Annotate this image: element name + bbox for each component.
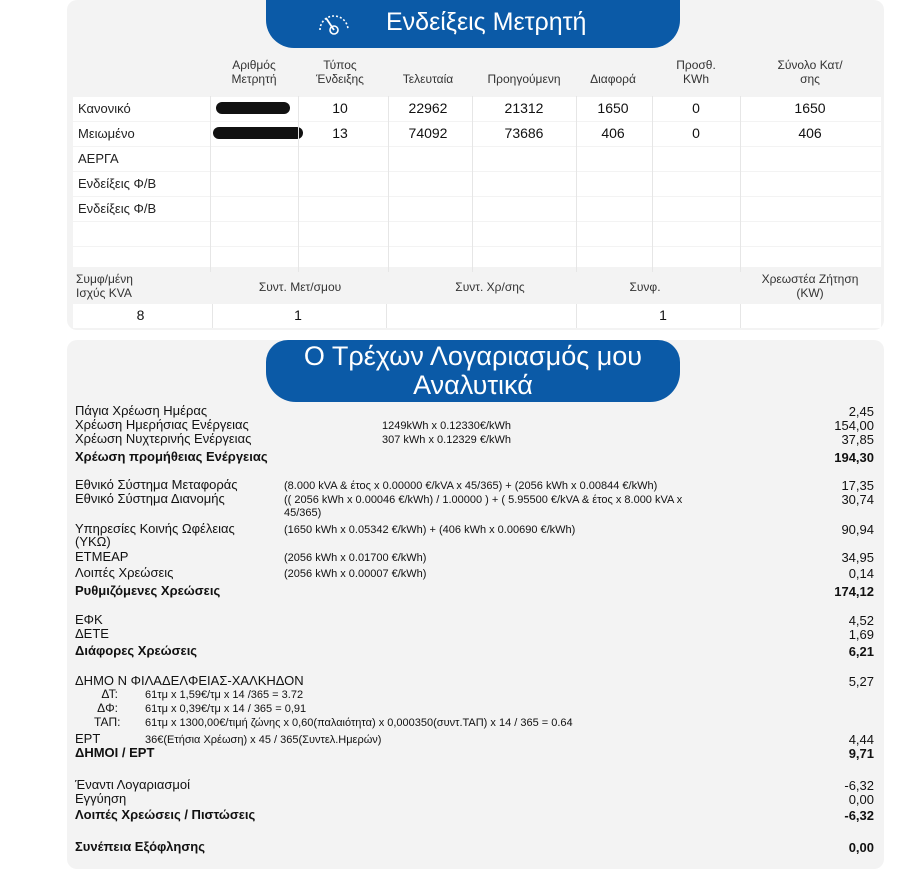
other-item-label: Εγγύηση xyxy=(75,791,127,806)
reading-total: 406 xyxy=(798,125,822,141)
meter-row-empty xyxy=(73,222,881,246)
misc-item-amount: 1,69 xyxy=(848,627,874,642)
meter-row-empty xyxy=(73,247,881,267)
col-additional-kwh: Προσθ. KWh xyxy=(676,58,716,86)
supply-item-amount: 37,85 xyxy=(841,432,874,447)
col-usage-coefficient: Συντ. Χρ/σης xyxy=(455,280,525,294)
column-divider xyxy=(210,96,211,272)
regulated-item-amount: 0,14 xyxy=(848,566,874,581)
column-divider xyxy=(298,96,299,272)
municipal-detail-calc: 61τμ x 1,59€/τμ x 14 /365 = 3.72 xyxy=(145,689,304,701)
column-divider xyxy=(388,96,389,272)
col-difference: Διαφορά xyxy=(590,72,636,86)
col-contracted-power: Συμφ/μένη Ισχύς KVA xyxy=(76,272,133,300)
reading-difference: 406 xyxy=(601,125,625,141)
row-label: Ενδείξεις Φ/Β xyxy=(78,201,157,216)
regulated-item-label: Λοιπές Χρεώσεις xyxy=(75,565,174,580)
supply-item-label: Χρέωση Ημερήσιας Ενέργειας xyxy=(75,417,249,432)
reading-type: 10 xyxy=(332,100,348,116)
reading-previous: 73686 xyxy=(504,125,544,141)
meter-readings-banner xyxy=(266,0,680,48)
power-factor-value: 1 xyxy=(659,307,667,323)
row-label: Μειωμένο xyxy=(78,126,135,141)
regulated-item-label: ΕΤΜΕΑΡ xyxy=(75,549,129,564)
row-label: Κανονικό xyxy=(78,101,131,116)
meter-row-pv-2 xyxy=(73,197,881,221)
column-divider xyxy=(472,96,473,272)
supply-item-amount: 154,00 xyxy=(834,418,874,433)
column-divider xyxy=(212,304,213,328)
regulated-total-amount: 174,12 xyxy=(834,584,874,599)
settlement-amount: 0,00 xyxy=(848,840,874,855)
other-total-label: Λοιπές Χρεώσεις / Πιστώσεις xyxy=(75,807,256,822)
regulated-item-amount: 90,94 xyxy=(841,522,874,537)
municipal-detail-calc: 61τμ x 0,39€/τμ x 14 / 365 = 0,91 xyxy=(145,703,307,715)
regulated-item-label: Εθνικό Σύστημα Μεταφοράς xyxy=(75,477,238,492)
regulated-item-amount: 30,74 xyxy=(841,492,874,507)
misc-total-label: Διάφορες Χρεώσεις xyxy=(75,643,198,658)
bill-title-line2: Αναλυτικά xyxy=(413,370,533,400)
col-total-consumption: Σύνολο Κατ/σης xyxy=(777,58,843,86)
municipal-total-label: ΔΗΜΟΙ / ΕΡΤ xyxy=(75,745,155,760)
regulated-item-calc-cont: 45/365) xyxy=(284,507,322,519)
col-power-factor: Συνφ. xyxy=(629,280,661,294)
column-divider xyxy=(740,96,741,272)
col-meter-number: Αριθμός Μετρητή xyxy=(231,58,277,86)
supply-total-label: Χρέωση προμήθειας Ενέργειας xyxy=(75,449,268,464)
reading-difference: 1650 xyxy=(597,100,629,116)
municipal-detail-label: ΔΦ: xyxy=(97,701,118,715)
supply-total-amount: 194,30 xyxy=(834,450,874,465)
regulated-item-amount: 34,95 xyxy=(841,550,874,565)
column-divider xyxy=(386,304,387,328)
reading-last: 74092 xyxy=(408,125,448,141)
regulated-item-amount: 17,35 xyxy=(841,478,874,493)
reading-additional: 0 xyxy=(692,100,700,116)
meter-row-reactive xyxy=(73,147,881,171)
regulated-item-calc: (2056 kWh x 0.01700 €/kWh) xyxy=(284,552,427,564)
column-divider xyxy=(576,96,577,272)
col-reading-type: Τύπος Ένδειξης xyxy=(316,58,364,86)
bill-breakdown-banner xyxy=(266,340,680,402)
meter-readings-title: Ενδείξεις Μετρητή xyxy=(386,8,587,36)
other-total-amount: -6,32 xyxy=(844,808,874,823)
redacted-meter-number xyxy=(216,102,290,114)
column-divider xyxy=(740,304,741,328)
regulated-item-label: Εθνικό Σύστημα Διανομής xyxy=(75,491,225,506)
reading-additional: 0 xyxy=(692,125,700,141)
supply-item-calc: 1249kWh x 0.12330€/kWh xyxy=(382,420,512,432)
column-divider xyxy=(652,96,653,272)
column-divider xyxy=(576,304,577,328)
municipal-detail-label: ΤΑΠ: xyxy=(94,715,121,729)
meter-bottom-row xyxy=(73,304,881,328)
supply-item-calc: 307 kWh x 0.12329 €/kWh xyxy=(382,434,512,446)
supply-item-amount: 2,45 xyxy=(848,404,874,419)
col-previous: Προηγούμενη xyxy=(487,72,561,86)
meter-row-reduced xyxy=(73,122,881,146)
ert-calc: 36€(Ετήσια Χρέωση) x 45 / 365(Συντελ.Ημερών) xyxy=(145,734,382,746)
regulated-item-calc: (8.000 kVA & έτος x 0.00000 €/kVA x 45/365) + (2056 kWh x 0.00844 €/kWh) xyxy=(284,480,658,492)
col-billable-demand: Χρεωστέα Ζήτηση (KW) xyxy=(761,272,859,300)
ert-label: ΕΡΤ xyxy=(75,731,101,746)
supply-item-label: Χρέωση Νυχτερινής Ενέργειας xyxy=(75,431,252,446)
regulated-item-label-cont: (ΥΚΩ) xyxy=(75,534,111,549)
col-meter-coefficient: Συντ. Μετ/σμου xyxy=(258,280,342,294)
municipal-amount: 5,27 xyxy=(848,674,874,689)
misc-total-amount: 6,21 xyxy=(848,644,874,659)
regulated-item-calc: (( 2056 kWh x 0.00046 €/kWh) / 1.00000 ) + ( 5.95500 €/kVA & έτος x 8.000 kVA x xyxy=(284,494,683,506)
misc-item-amount: 4,52 xyxy=(848,613,874,628)
misc-item-label: ΕΦΚ xyxy=(75,612,103,627)
contracted-power-value: 8 xyxy=(136,307,145,323)
meter-row-pv-1 xyxy=(73,172,881,196)
redacted-meter-number xyxy=(213,127,303,139)
regulated-total-label: Ρυθμιζόμενες Χρεώσεις xyxy=(75,583,221,598)
row-label: Ενδείξεις Φ/Β xyxy=(78,176,157,191)
other-item-amount: 0,00 xyxy=(848,792,874,807)
municipal-detail-label: ΔΤ: xyxy=(101,687,118,701)
reading-previous: 21312 xyxy=(504,100,544,116)
other-item-amount: -6,32 xyxy=(844,778,874,793)
bill-title-line1: Ο Τρέχων Λογαριασμός μου xyxy=(303,341,643,371)
meter-coefficient-value: 1 xyxy=(294,307,302,323)
meter-gauge-icon xyxy=(316,6,352,36)
settlement-label: Συνέπεια Εξόφλησης xyxy=(75,839,205,854)
reading-last: 22962 xyxy=(408,100,448,116)
misc-item-label: ΔΕΤΕ xyxy=(75,626,109,641)
ert-amount: 4,44 xyxy=(848,732,874,747)
meter-row-normal xyxy=(73,97,881,121)
row-label: ΑΕΡΓΑ xyxy=(78,151,119,166)
regulated-item-calc: (1650 kWh x 0.05342 €/kWh) + (406 kWh x 0.00690 €/kWh) xyxy=(284,524,576,536)
other-item-label: Έναντι Λογαριασμοί xyxy=(75,777,190,792)
col-last: Τελευταία xyxy=(402,72,454,86)
municipal-total-amount: 9,71 xyxy=(848,746,874,761)
municipal-label: ΔΗΜΟ Ν ΦΙΛΑΔΕΛΦΕΙΑΣ-ΧΑΛΚΗΔΟΝ xyxy=(75,673,304,688)
municipal-detail-calc: 61τμ x 1300,00€/τιμή ζώνης x 0,60(παλαιότητα) x 0,000350(συντ.ΤΑΠ) x 14 / 365 = 0.64 xyxy=(145,717,573,729)
reading-type: 13 xyxy=(332,125,348,141)
supply-item-label: Πάγια Χρέωση Ημέρας xyxy=(75,403,208,418)
regulated-item-calc: (2056 kWh x 0.00007 €/kWh) xyxy=(284,568,427,580)
regulated-item-label: Υπηρεσίες Κοινής Ωφέλειας xyxy=(75,521,235,536)
reading-total: 1650 xyxy=(794,100,826,116)
